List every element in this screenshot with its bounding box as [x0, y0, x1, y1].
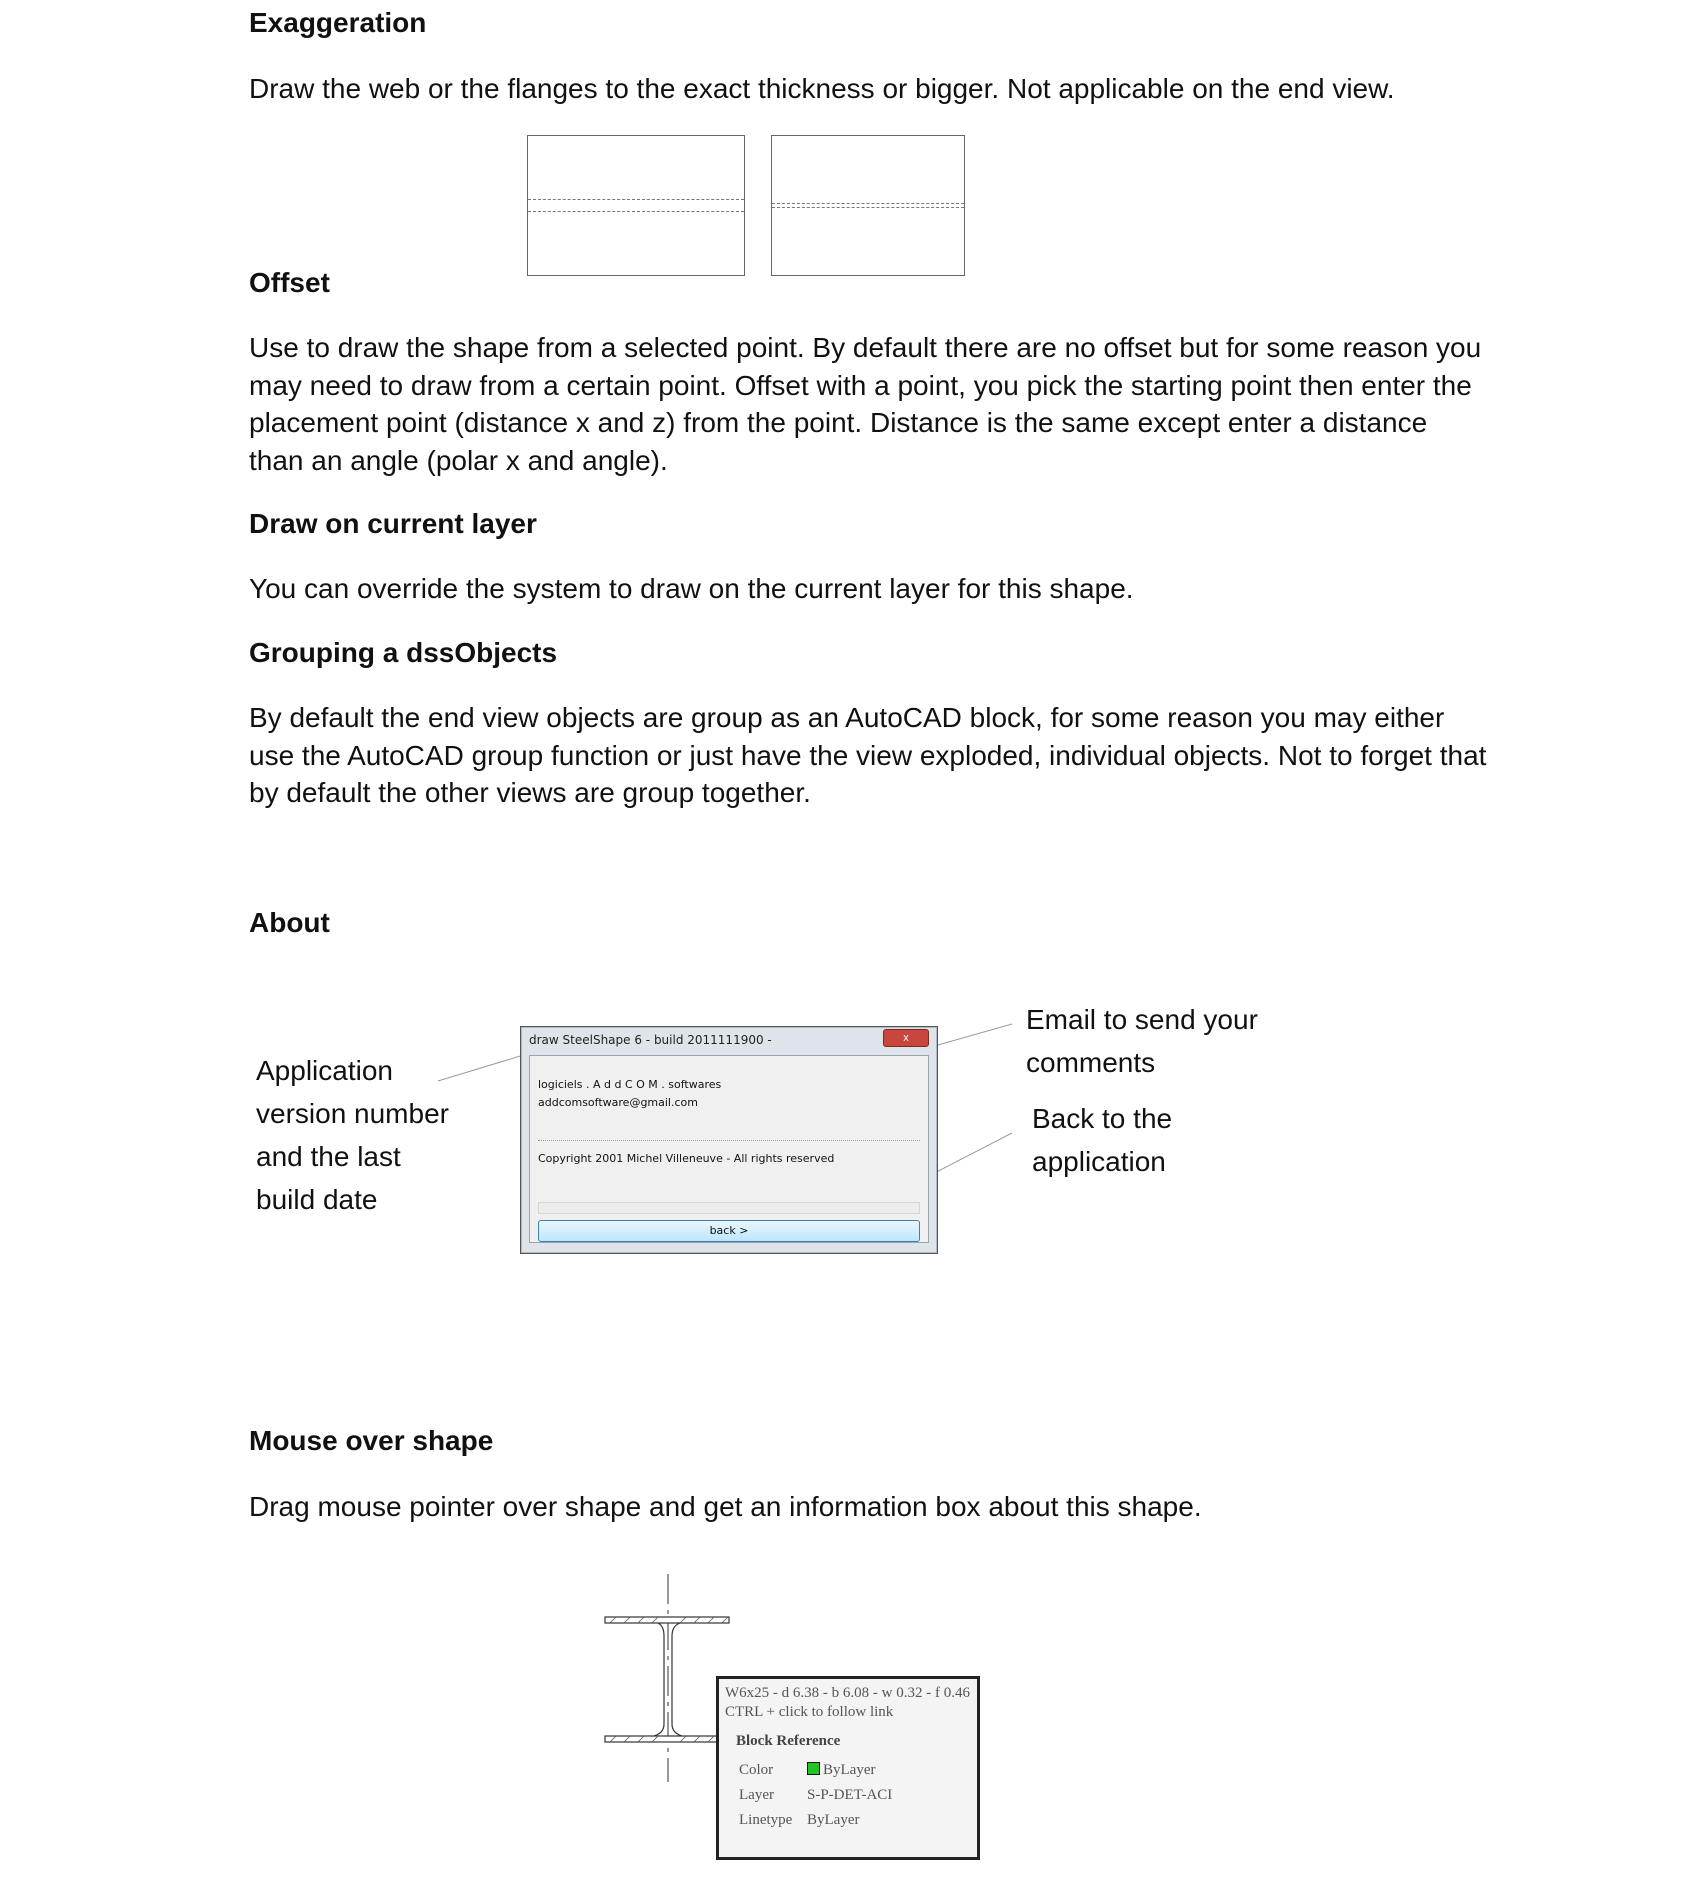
progress-bar: [538, 1202, 920, 1214]
row-value-linetype: ByLayer: [807, 1812, 860, 1828]
separator: [538, 1140, 920, 1141]
heading-current-layer: Draw on current layer: [249, 508, 537, 539]
heading-about: About: [249, 907, 330, 938]
ctrl-click-hint: CTRL + click to follow link: [725, 1704, 894, 1720]
row-label-color: Color: [739, 1762, 774, 1778]
paragraph-current-layer: You can override the system to draw on the current layer for this shape.: [249, 573, 1134, 604]
row-value-layer: S-P-DET-ACI: [807, 1787, 893, 1803]
callout-email: Email to send your comments: [1026, 1004, 1258, 1078]
about-dialog: [520, 1026, 938, 1254]
company-name: logiciels . A d d C O M . softwares: [538, 1078, 722, 1091]
dialog-body: [529, 1055, 929, 1243]
paragraph-mouse-over: Drag mouse pointer over shape and get an information box about this shape.: [249, 1491, 1202, 1522]
heading-grouping: Grouping a dssObjects: [249, 637, 558, 668]
color-swatch-icon: [807, 1762, 820, 1775]
callout-back: Back to the application: [1032, 1103, 1173, 1177]
heading-mouse-over: Mouse over shape: [249, 1425, 494, 1456]
heading-offset: Offset: [249, 267, 330, 298]
row-value-color: [807, 1762, 875, 1779]
copyright-text: Copyright 2001 Michel Villeneuve - All rights reserved: [538, 1152, 835, 1165]
paragraph-exaggeration: Draw the web or the flanges to the exact thickness or bigger. Not applicable on the end view.: [249, 73, 1395, 104]
paragraph-grouping: By default the end view objects are group as an AutoCAD block, for some reason you may either use the AutoCAD group function or just have the view exploded, individual objects. Not to forget that by default the other views are group together.: [249, 702, 1487, 808]
back-button[interactable]: back >: [538, 1220, 920, 1242]
email-link[interactable]: addcomsoftware@gmail.com: [538, 1096, 698, 1109]
row-label-linetype: Linetype: [739, 1812, 793, 1828]
shape-dimensions: W6x25 - d 6.38 - b 6.08 - w 0.32 - f 0.46: [725, 1685, 970, 1701]
shape-info-tooltip: [716, 1676, 980, 1860]
paragraph-offset: Use to draw the shape from a selected point. By default there are no offset but for some reason you may need to draw from a certain point. Offset with a point, you pick the starting point then enter the placement point (distance x and z) from the point. Distance is the same except enter a distance than an angle (polar x and angle).: [249, 332, 1482, 476]
callout-version: Application version number and the last build date: [256, 1055, 449, 1215]
color-value: ByLayer: [823, 1762, 876, 1778]
row-label-layer: Layer: [739, 1787, 774, 1803]
close-button[interactable]: x: [883, 1029, 929, 1047]
dialog-title: draw SteelShape 6 - build 2011111900 -: [529, 1033, 772, 1047]
heading-exaggeration: Exaggeration: [249, 7, 427, 38]
block-reference-title: Block Reference: [736, 1733, 841, 1749]
